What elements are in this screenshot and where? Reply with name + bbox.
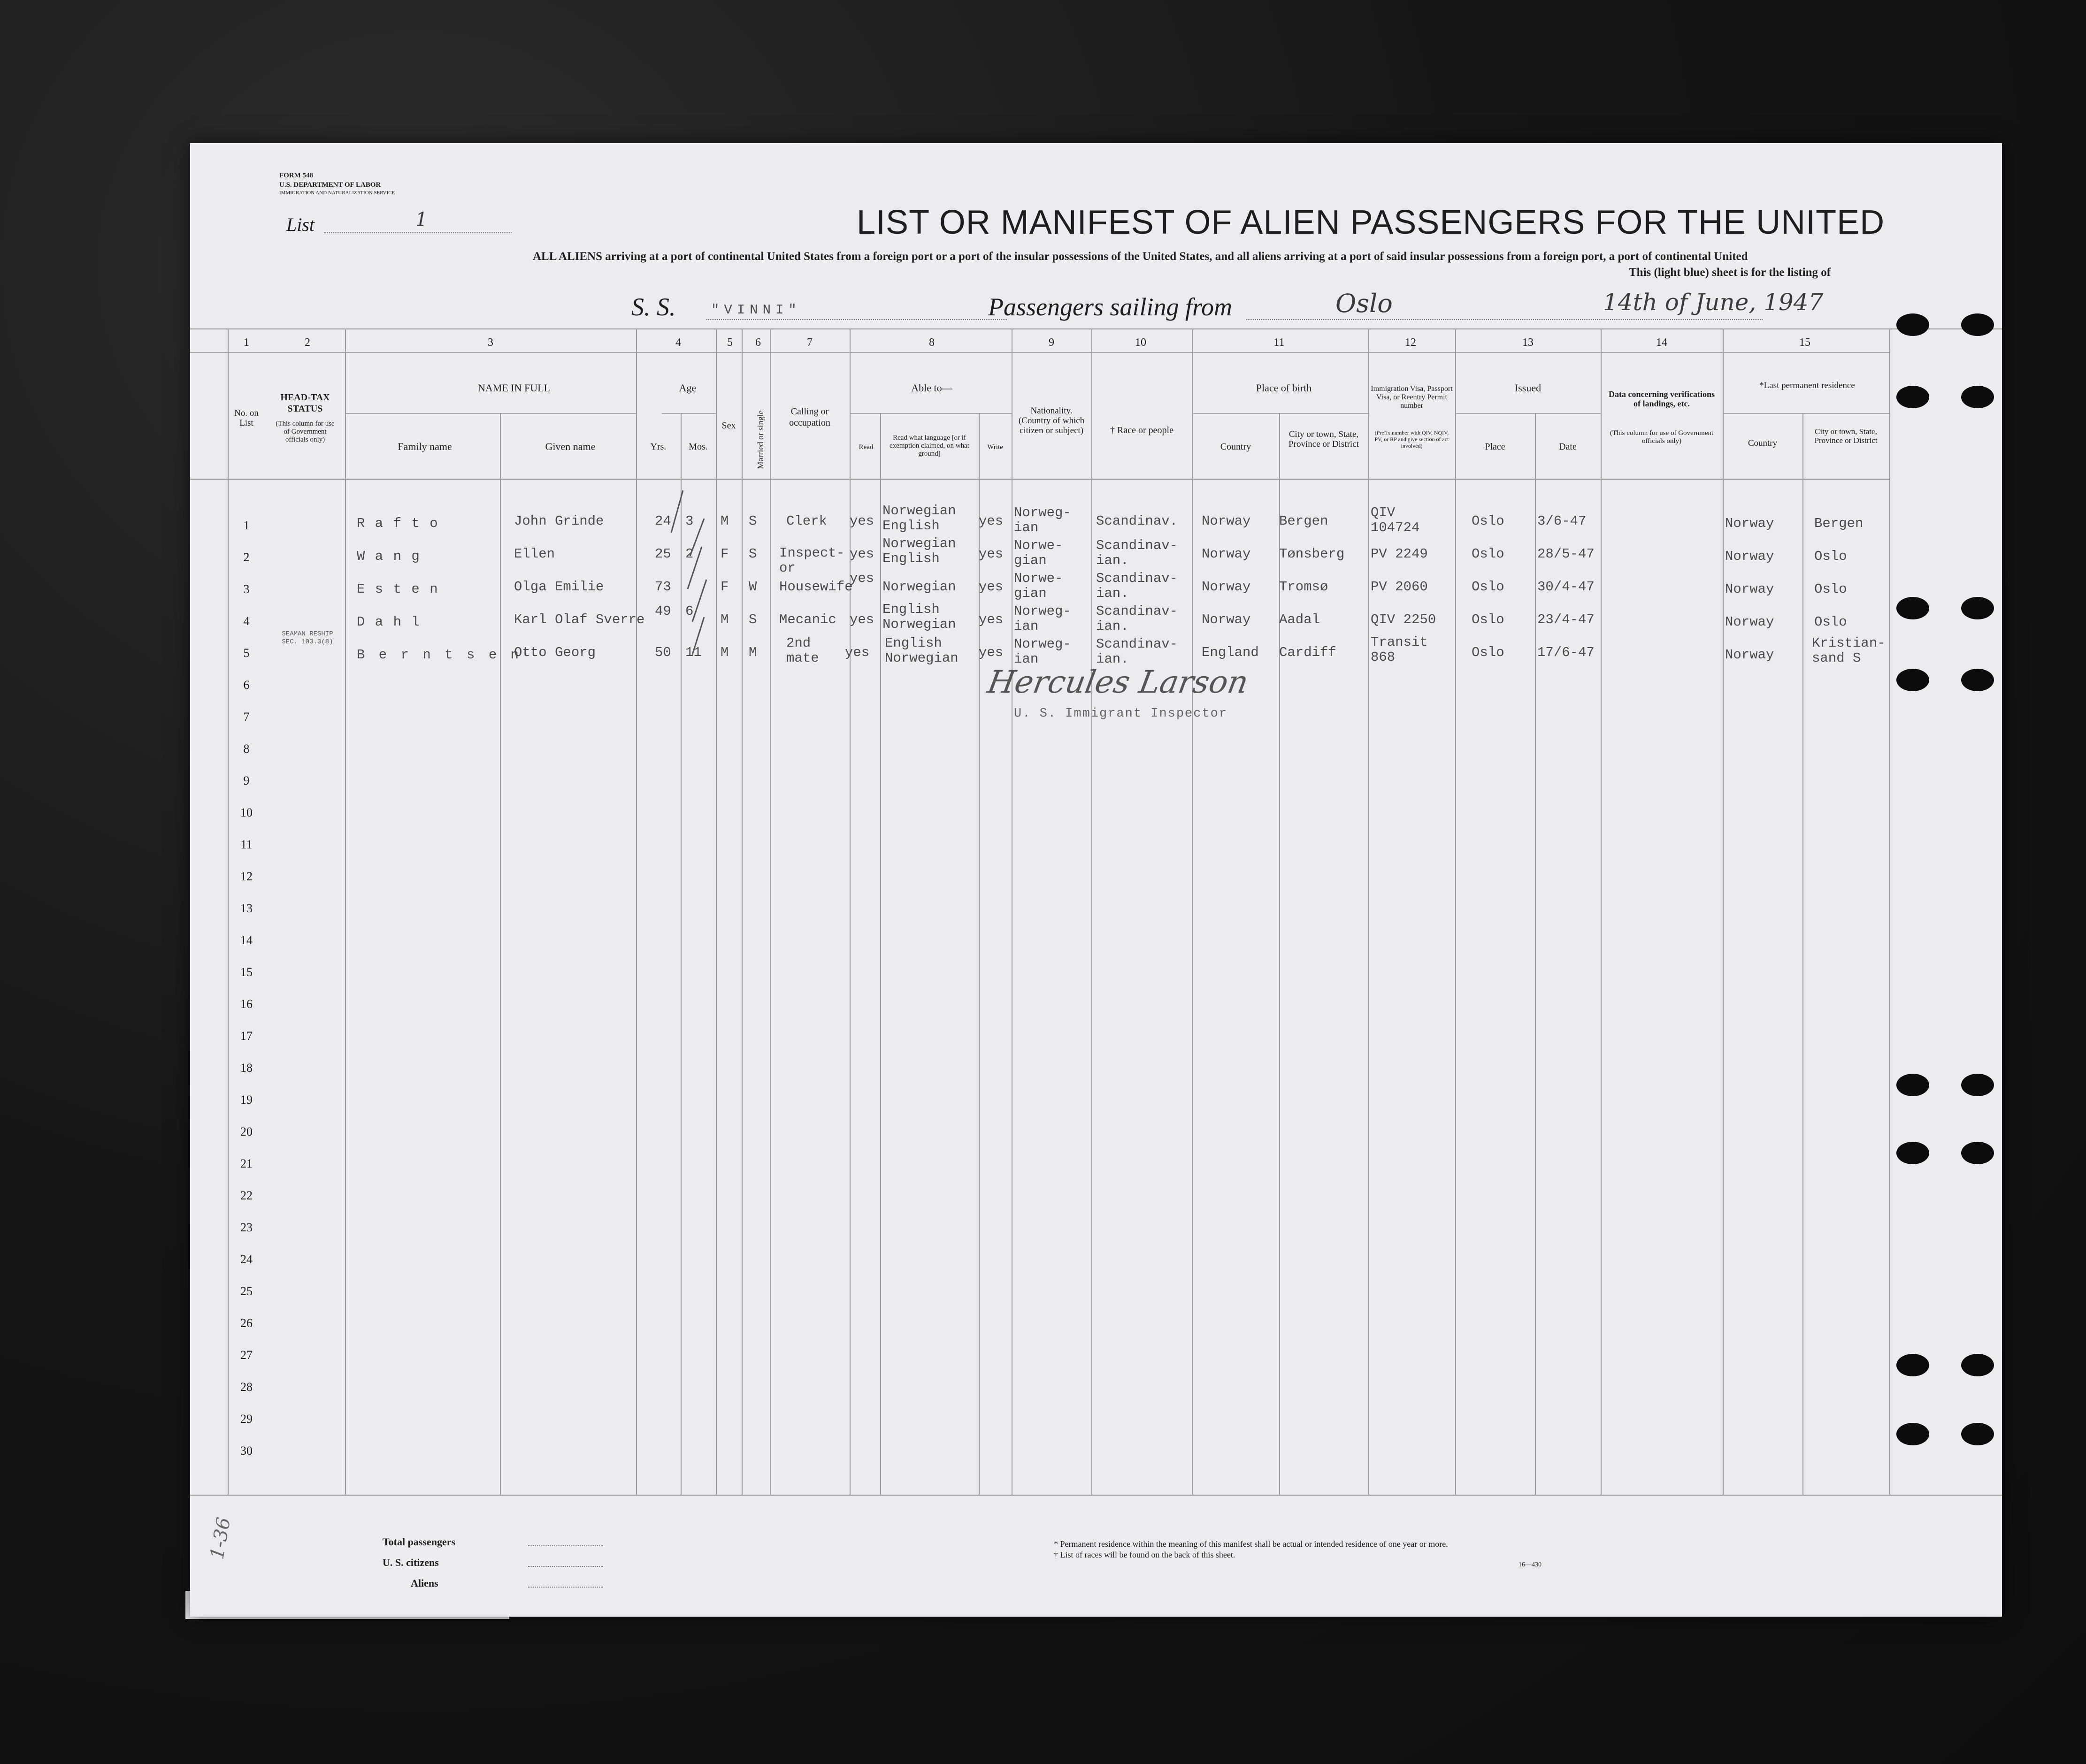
row-number: 8: [243, 742, 250, 756]
inspector-title: U. S. Immigrant Inspector: [1014, 707, 1228, 721]
cell-race: Scandinav- ian.: [1096, 636, 1178, 667]
cell-given-name: Karl Olaf Sverre: [514, 612, 645, 627]
row-number: 18: [240, 1061, 253, 1075]
header-given-name: Given name: [545, 441, 596, 452]
header-able-to: Able to—: [911, 382, 952, 394]
footer-note-residence: * Permanent residence within the meaning of this manifest shall be actual or intended residence of one year or more.: [1054, 1539, 1448, 1549]
cell-read: yes: [850, 612, 874, 627]
row-number: 28: [240, 1380, 253, 1394]
punch-hole: [1896, 386, 1929, 408]
cell-nationality: Norweg- ian: [1014, 505, 1071, 535]
cell-visa: QIV 104724: [1371, 505, 1420, 535]
cell-visa: Transit 868: [1371, 634, 1428, 665]
form-number: FORM 548: [279, 172, 314, 179]
cell-write: yes: [979, 513, 1004, 529]
cell-issued-date: 17/6-47: [1537, 645, 1595, 660]
row-number: 7: [243, 710, 250, 724]
punch-hole: [1896, 1142, 1929, 1164]
list-label: List: [286, 214, 315, 235]
cell-issued-place: Oslo: [1472, 513, 1504, 529]
cell-sex: M: [721, 645, 729, 660]
col-rule: [500, 413, 501, 1495]
cell-race: Scandinav- ian.: [1096, 571, 1178, 601]
cell-write: yes: [979, 546, 1004, 562]
row-number: 6: [243, 678, 250, 692]
header-date: Date: [1559, 442, 1577, 452]
cell-given-name: Ellen: [514, 546, 555, 562]
cell-yrs: 73: [655, 579, 671, 595]
col-rule: [1455, 328, 1456, 1495]
cell-birth-country: Norway: [1202, 612, 1251, 627]
col-num-13: 13: [1522, 336, 1534, 349]
cell-marital: S: [749, 513, 757, 529]
cell-nationality: Norwe- gian: [1014, 538, 1063, 568]
col-rule: [979, 413, 980, 1495]
col-rule: [1279, 413, 1280, 1495]
col-rule: [345, 328, 346, 1495]
cell-calling: Inspect- or: [779, 545, 845, 576]
row-number: 13: [240, 901, 253, 915]
cell-issued-date: 30/4-47: [1537, 579, 1595, 595]
header-last-residence: *Last permanent residence: [1759, 381, 1855, 390]
footer-total-line: [528, 1545, 603, 1546]
col-rule: [1601, 328, 1602, 1495]
row-number: 29: [240, 1412, 253, 1426]
header-married: Married or single: [756, 410, 765, 469]
col-rule: [636, 328, 637, 1495]
cell-read: yes: [850, 513, 874, 529]
row-number: 19: [240, 1093, 253, 1107]
cell-birth-city: Tønsberg: [1279, 546, 1345, 562]
col-num-5: 5: [727, 336, 733, 349]
cell-birth-country: Norway: [1202, 513, 1251, 529]
row-number: 26: [240, 1316, 253, 1330]
header-place-of-birth: Place of birth: [1256, 382, 1312, 394]
row-number: 2: [243, 550, 250, 564]
subtitle-2: This (light blue) sheet is for the listing of: [1629, 266, 1831, 279]
cell-mos: 2: [685, 546, 694, 562]
sailing-label: Passengers sailing from: [988, 293, 1233, 321]
header-family-name: Family name: [398, 441, 452, 452]
cell-sex: F: [721, 579, 729, 595]
cell-issued-place: Oslo: [1472, 546, 1504, 562]
cell-res-city: Kristian- sand S: [1812, 635, 1886, 666]
cell-marital: S: [749, 612, 757, 627]
col-num-8: 8: [929, 336, 935, 349]
cell-yrs: 24: [655, 513, 671, 529]
footer-citizens-line: [528, 1566, 603, 1567]
margin-note: 1-36: [206, 1515, 235, 1561]
department: U.S. DEPARTMENT OF LABOR: [279, 181, 381, 189]
name-subrule: [345, 413, 636, 414]
port-of-sailing: Oslo: [1335, 289, 1393, 318]
row-number: 5: [243, 646, 250, 660]
number-row-rule: [190, 352, 1889, 353]
cell-calling: Clerk: [786, 513, 828, 529]
cell-mos: 6: [685, 603, 694, 619]
cell-family-name: E s t e n: [357, 581, 439, 597]
cell-sex: M: [721, 513, 729, 529]
cell-issued-date: 3/6-47: [1537, 513, 1587, 529]
row-number: 21: [240, 1157, 253, 1170]
col-num-12: 12: [1405, 336, 1416, 349]
residence-subrule: [1723, 413, 1889, 414]
cell-head-tax: SEAMAN RESHIP SEC. 103.3(8): [282, 630, 333, 646]
punch-hole: [1896, 1074, 1929, 1096]
cell-family-name: B e r n t s e n: [357, 647, 522, 663]
row-number: 11: [240, 838, 253, 851]
cell-issued-date: 23/4-47: [1537, 612, 1595, 627]
col-num-10: 10: [1135, 336, 1146, 349]
sailing-line: [1246, 319, 1763, 320]
ss-label: S. S.: [631, 293, 676, 321]
cell-write: yes: [979, 579, 1004, 595]
cell-issued-place: Oslo: [1472, 612, 1504, 627]
cell-issued-place: Oslo: [1472, 645, 1504, 660]
col-rule: [228, 328, 229, 1495]
row-number: 3: [243, 582, 250, 596]
col-num-6: 6: [755, 336, 761, 349]
header-head-tax-note: (This column for use of Government officials only): [276, 420, 335, 443]
cell-res-city: Oslo: [1814, 614, 1847, 630]
cell-language: Norwegian: [882, 579, 956, 595]
col-num-4: 4: [675, 336, 681, 349]
cell-write: yes: [979, 612, 1004, 627]
col-rule: [850, 328, 851, 1495]
cell-birth-city: Aadal: [1279, 612, 1320, 627]
punch-hole: [1961, 386, 1994, 408]
manifest-sheet: [190, 143, 2002, 1617]
cell-nationality: Norwe- gian: [1014, 571, 1063, 601]
header-sex: Sex: [721, 420, 736, 431]
row-number: 16: [240, 997, 253, 1011]
header-nationality: Nationality. (Country of which citizen or subject): [1018, 406, 1085, 435]
col-num-9: 9: [1049, 336, 1054, 349]
cell-visa: PV 2060: [1371, 579, 1428, 595]
col-num-2: 2: [305, 336, 310, 349]
cell-read: yes: [845, 645, 870, 660]
table-bottom-rule: [190, 1495, 2002, 1496]
row-number: 24: [240, 1252, 253, 1266]
header-name-in-full: NAME IN FULL: [478, 382, 550, 394]
cell-marital: S: [749, 546, 757, 562]
cell-birth-city: Bergen: [1279, 513, 1328, 529]
header-race: † Race or people: [1110, 425, 1173, 435]
col-rule: [1802, 413, 1803, 1495]
subtitle-1: ALL ALIENS arriving at a port of continental United States from a foreign port or a port of the insular possessions of the United States, and all aliens arriving at a port of said insular possessions from a foreign port, a port of continental United: [533, 250, 1748, 263]
cell-language: English Norwegian: [885, 635, 959, 666]
cell-language: English Norwegian: [882, 602, 956, 632]
cell-issued-place: Oslo: [1472, 579, 1504, 595]
header-head-tax: HEAD-TAX STATUS: [280, 392, 330, 414]
age-tick-marks: [664, 481, 721, 669]
col-num-15: 15: [1799, 336, 1810, 349]
header-bottom-rule: [190, 479, 1889, 480]
header-res-city: City or town, State, Province or District: [1814, 427, 1878, 445]
header-no-on-list: No. on List: [234, 408, 259, 428]
cell-sex: F: [721, 546, 729, 562]
row-number: 17: [240, 1029, 253, 1043]
header-write: Write: [987, 443, 1003, 451]
cell-mos: 3: [685, 513, 694, 529]
footer-total-label: Total passengers: [383, 1536, 456, 1548]
cell-res-country: Norway: [1725, 581, 1774, 597]
row-number: 25: [240, 1284, 253, 1298]
cell-issued-date: 28/5-47: [1537, 546, 1595, 562]
issued-subrule: [1455, 413, 1601, 414]
row-number: 30: [240, 1444, 253, 1458]
cell-race: Scandinav.: [1096, 513, 1178, 529]
list-value: 1: [415, 209, 428, 230]
col-num-3: 3: [488, 336, 493, 349]
header-read: Read: [859, 443, 874, 451]
footer-note-races: † List of races will be found on the back of this sheet.: [1054, 1550, 1235, 1559]
col-num-14: 14: [1656, 336, 1667, 349]
header-country: Country: [1220, 442, 1251, 452]
cell-res-city: Oslo: [1814, 549, 1847, 564]
col-rule: [1368, 328, 1369, 1495]
cell-nationality: Norweg- ian: [1014, 636, 1071, 667]
cell-read: yes: [850, 571, 874, 586]
header-place: Place: [1485, 442, 1505, 452]
row-number: 14: [240, 933, 253, 947]
punch-hole: [1961, 1423, 1994, 1445]
cell-birth-country: England: [1202, 645, 1259, 660]
age-subrule: [662, 413, 716, 414]
punch-hole: [1896, 1354, 1929, 1376]
punch-hole: [1896, 313, 1929, 336]
cell-calling: 2nd mate: [786, 635, 819, 666]
row-number: 22: [240, 1189, 253, 1202]
punch-hole: [1896, 1423, 1929, 1445]
manifest-title: LIST OR MANIFEST OF ALIEN PASSENGERS FOR THE UNITED: [857, 204, 1885, 241]
row-number: 9: [243, 774, 250, 787]
cell-sex: M: [721, 612, 729, 627]
cell-visa: PV 2249: [1371, 546, 1428, 562]
footer-aliens-line: [528, 1587, 603, 1588]
cell-birth-country: Norway: [1202, 546, 1251, 562]
col-rule: [770, 328, 771, 1495]
header-read-language: Read what language [or if exemption claimed, on what ground]: [890, 434, 969, 458]
cell-family-name: W a n g: [357, 549, 421, 564]
able-subrule: [850, 413, 1012, 414]
cell-res-city: Bergen: [1814, 516, 1864, 531]
cell-race: Scandinav- ian.: [1096, 538, 1178, 568]
row-number: 23: [240, 1221, 253, 1234]
footer-citizens-label: U. S. citizens: [383, 1557, 439, 1568]
punch-hole: [1961, 1354, 1994, 1376]
cell-birth-city: Cardiff: [1279, 645, 1336, 660]
cell-write: yes: [979, 645, 1004, 660]
punch-hole: [1961, 313, 1994, 336]
sailing-date: 14th of June, 1947: [1603, 289, 1824, 316]
row-number: 20: [240, 1125, 253, 1138]
cell-language: Norwegian English: [882, 536, 956, 566]
col-rule: [1535, 413, 1536, 1495]
table-top-rule: [190, 328, 2002, 329]
header-issued: Issued: [1514, 382, 1541, 394]
footer-aliens-label: Aliens: [411, 1577, 438, 1589]
cell-yrs: 50: [655, 645, 671, 660]
cell-res-country: Norway: [1725, 614, 1774, 630]
col-rule: [1192, 328, 1193, 1495]
birth-subrule: [1192, 413, 1368, 414]
cell-res-country: Norway: [1725, 647, 1774, 663]
cell-yrs: 25: [655, 546, 671, 562]
cell-birth-country: Norway: [1202, 579, 1251, 595]
header-res-country: Country: [1748, 438, 1778, 448]
row-number: 12: [240, 870, 253, 883]
col-rule: [1723, 328, 1724, 1495]
header-data-note: (This column for use of Government officials only): [1610, 429, 1714, 445]
cell-res-country: Norway: [1725, 516, 1774, 531]
cell-res-city: Oslo: [1814, 581, 1847, 597]
cell-given-name: Olga Emilie: [514, 579, 604, 595]
col-rule: [1091, 328, 1092, 1495]
col-rule: [742, 328, 743, 1495]
punch-hole: [1896, 597, 1929, 619]
col-num-1: 1: [244, 336, 249, 349]
ship-name: "VINNI": [711, 302, 801, 318]
cell-visa: QIV 2250: [1371, 612, 1436, 627]
row-number: 4: [243, 614, 250, 628]
cell-marital: W: [749, 579, 757, 595]
punch-hole: [1961, 1142, 1994, 1164]
cell-calling: Housewife: [779, 579, 853, 595]
cell-language: Norwegian English: [882, 503, 956, 534]
inspector-signature: Hercules Larson: [985, 664, 1251, 700]
col-rule: [1889, 328, 1890, 1495]
row-number: 15: [240, 965, 253, 979]
punch-hole: [1896, 669, 1929, 691]
col-num-11: 11: [1273, 336, 1285, 349]
service: IMMIGRATION AND NATURALIZATION SERVICE: [279, 190, 395, 196]
cell-given-name: Otto Georg: [514, 645, 596, 660]
footer-form-code: 16—430: [1518, 1561, 1541, 1568]
header-data-landings: Data concerning verifications of landings, etc.: [1609, 389, 1715, 408]
header-city: City or town, State, Province or District: [1288, 429, 1359, 449]
cell-yrs: 49: [655, 603, 671, 619]
cell-race: Scandinav- ian.: [1096, 603, 1178, 634]
row-number: 27: [240, 1348, 253, 1362]
header-age: Age: [679, 382, 697, 394]
cell-mos: 11: [685, 645, 702, 660]
col-num-7: 7: [807, 336, 813, 349]
header-visa: Immigration Visa, Passport Visa, or Reentry Permit number: [1371, 385, 1453, 410]
cell-family-name: R a f t o: [357, 516, 439, 531]
punch-hole: [1961, 1074, 1994, 1096]
cell-birth-city: Tromsø: [1279, 579, 1328, 595]
cell-given-name: John Grinde: [514, 513, 604, 529]
header-yrs: Yrs.: [650, 442, 667, 452]
cell-marital: M: [749, 645, 757, 660]
col-rule: [880, 413, 881, 1495]
cell-read: yes: [850, 546, 874, 562]
header-mos: Mos.: [689, 442, 708, 452]
row-number: 10: [240, 806, 253, 819]
row-number: 1: [243, 519, 250, 532]
ship-line: [706, 319, 1007, 320]
cell-nationality: Norweg- ian: [1014, 603, 1071, 634]
punch-hole: [1961, 597, 1994, 619]
list-line: [324, 232, 512, 233]
header-visa-note: (Prefix number with QIV, NQIV, PV, or RP and give section of act involved): [1374, 429, 1449, 449]
header-calling: Calling or occupation: [789, 406, 830, 428]
cell-family-name: D a h l: [357, 614, 421, 630]
cell-res-country: Norway: [1725, 549, 1774, 564]
cell-calling: Mecanic: [779, 612, 836, 627]
punch-hole: [1961, 669, 1994, 691]
